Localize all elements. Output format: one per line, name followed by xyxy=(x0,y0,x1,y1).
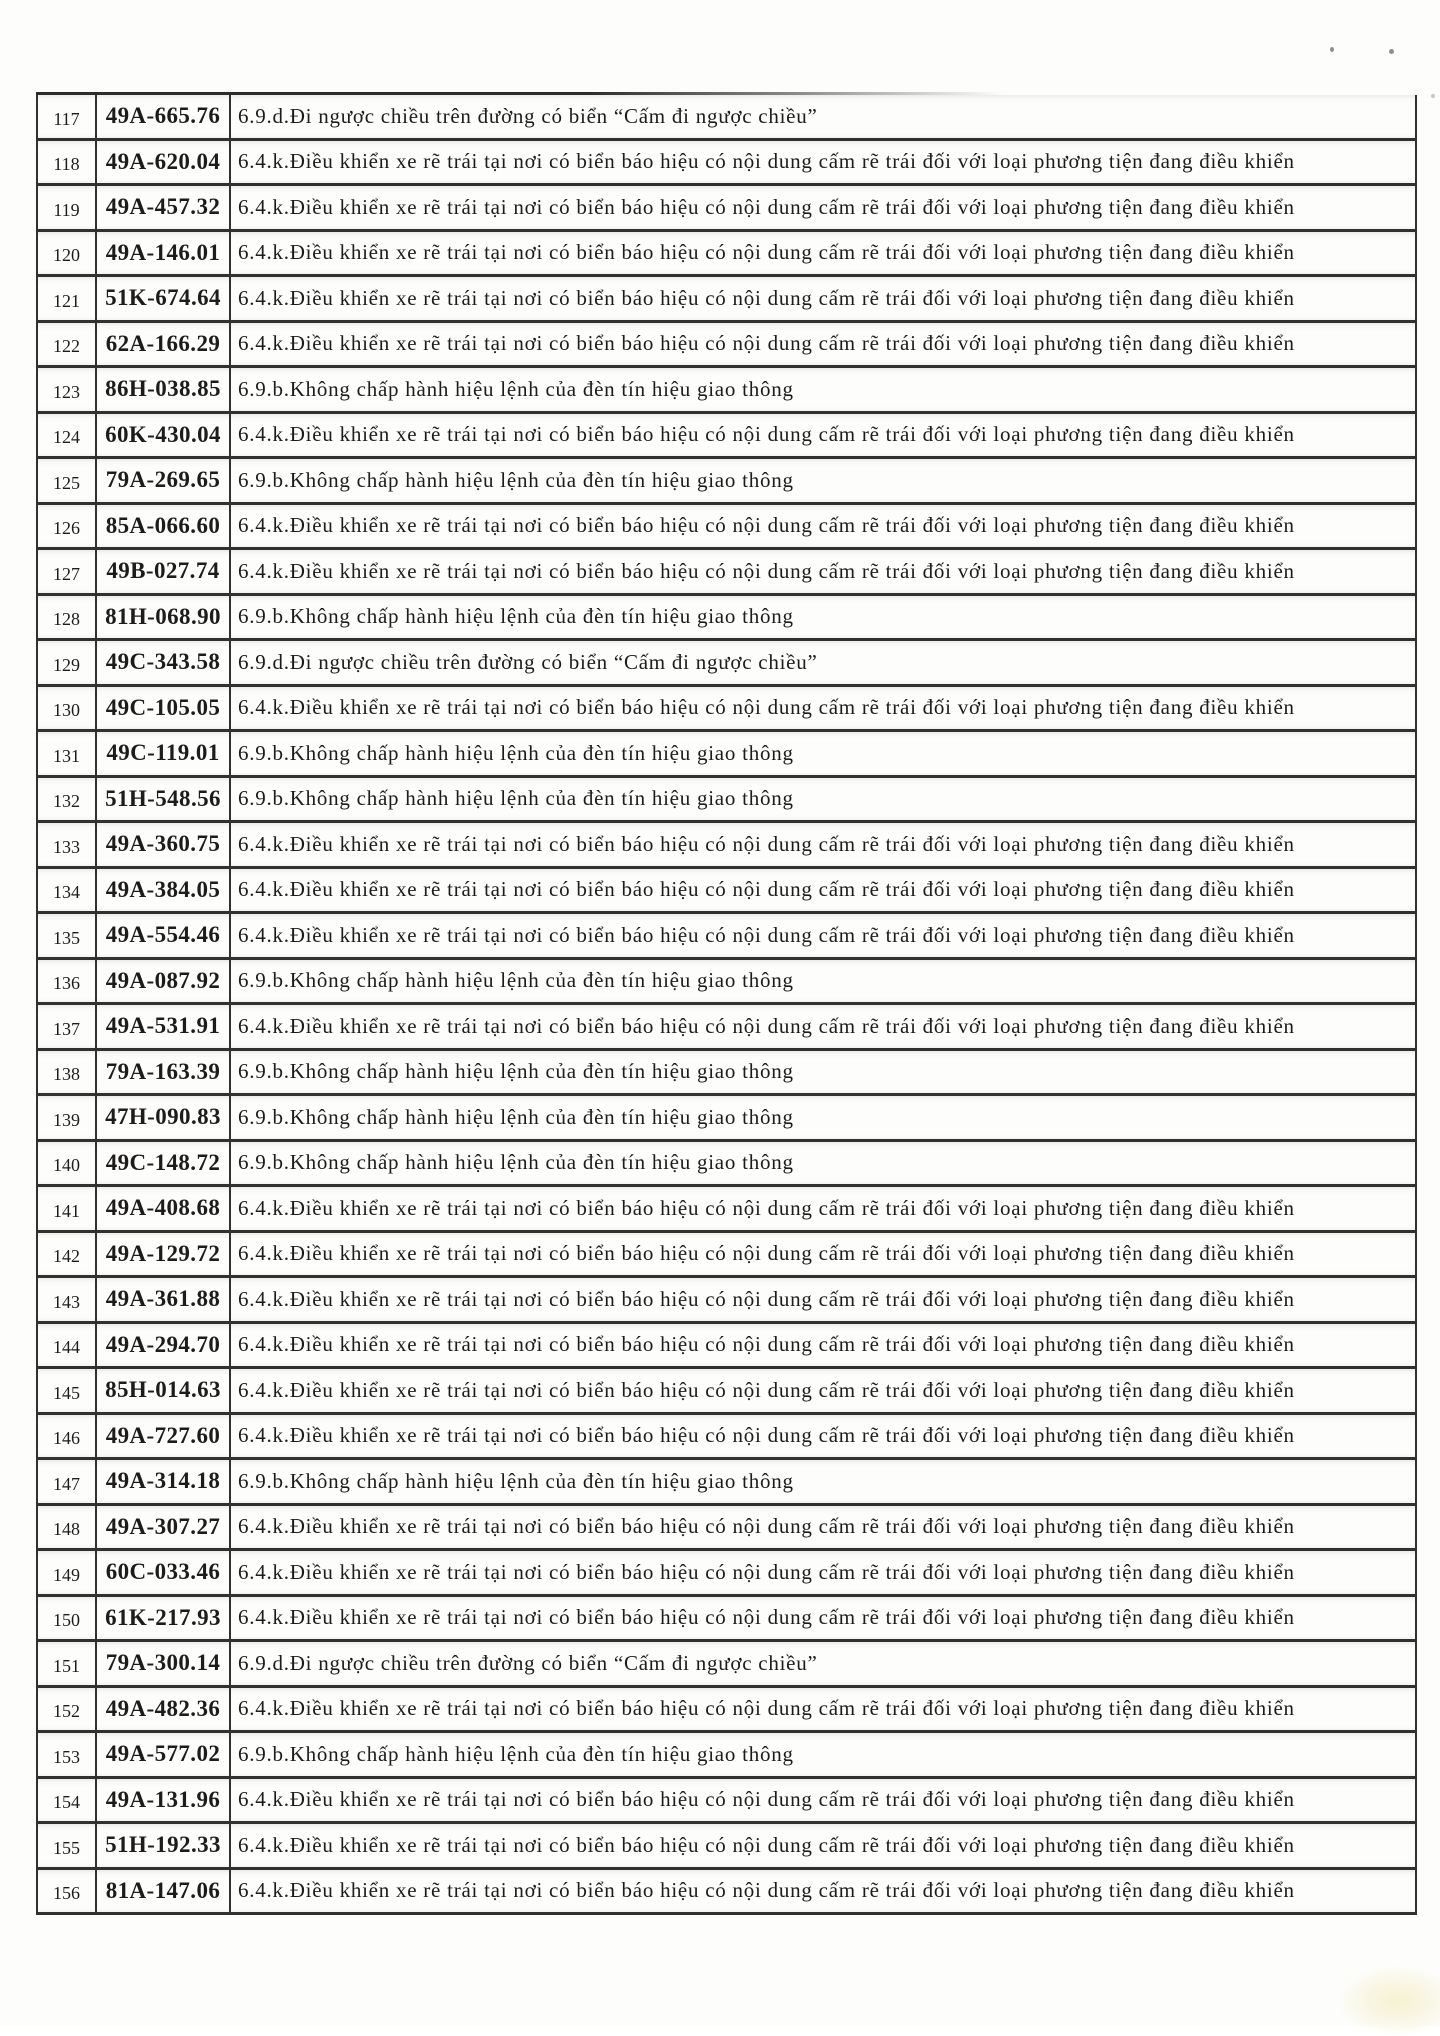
row-number: 154 xyxy=(36,1779,95,1825)
license-plate: 49A-384.05 xyxy=(95,869,229,915)
license-plate: 49A-361.88 xyxy=(95,1278,229,1324)
license-plate: 49A-408.68 xyxy=(95,1187,229,1233)
row-number: 152 xyxy=(36,1688,95,1734)
table-row xyxy=(36,1642,1417,1688)
row-number: 147 xyxy=(36,1460,95,1506)
violation-text: 6.4.k.Điều khiển xe rẽ trái tại nơi có biển báo hiệu có nội dung cấm rẽ trái đối với loại phương tiện đang điều khiển xyxy=(229,1824,1417,1870)
license-plate: 49A-620.04 xyxy=(95,141,229,187)
violation-table xyxy=(36,95,1417,1915)
table-row xyxy=(36,596,1417,642)
license-plate: 62A-166.29 xyxy=(95,323,229,369)
row-number: 130 xyxy=(36,687,95,733)
license-plate: 85A-066.60 xyxy=(95,505,229,551)
violation-text: 6.4.k.Điều khiển xe rẽ trái tại nơi có biển báo hiệu có nội dung cấm rẽ trái đối với loại phương tiện đang điều khiển xyxy=(229,1688,1417,1734)
table-row xyxy=(36,960,1417,1006)
license-plate: 49C-105.05 xyxy=(95,687,229,733)
license-plate: 61K-217.93 xyxy=(95,1597,229,1643)
violation-text: 6.9.b.Không chấp hành hiệu lệnh của đèn tín hiệu giao thông xyxy=(229,1096,1417,1142)
row-number: 138 xyxy=(36,1051,95,1097)
row-number: 132 xyxy=(36,778,95,824)
license-plate: 49A-087.92 xyxy=(95,960,229,1006)
violation-text: 6.4.k.Điều khiển xe rẽ trái tại nơi có biển báo hiệu có nội dung cấm rẽ trái đối với loại phương tiện đang điều khiển xyxy=(229,1324,1417,1370)
row-number: 148 xyxy=(36,1506,95,1552)
violation-text: 6.9.d.Đi ngược chiều trên đường có biển “Cấm đi ngược chiều” xyxy=(229,95,1417,141)
row-number: 125 xyxy=(36,459,95,505)
table-row xyxy=(36,95,1417,141)
row-number: 126 xyxy=(36,505,95,551)
table-row xyxy=(36,732,1417,778)
table-row xyxy=(36,1597,1417,1643)
table-row xyxy=(36,1096,1417,1142)
license-plate: 81H-068.90 xyxy=(95,596,229,642)
violation-text: 6.4.k.Điều khiển xe rẽ trái tại nơi có biển báo hiệu có nội dung cấm rẽ trái đối với loại phương tiện đang điều khiển xyxy=(229,1187,1417,1233)
row-number: 149 xyxy=(36,1551,95,1597)
table-row xyxy=(36,914,1417,960)
violation-text: 6.9.b.Không chấp hành hiệu lệnh của đèn tín hiệu giao thông xyxy=(229,960,1417,1006)
violation-text: 6.4.k.Điều khiển xe rẽ trái tại nơi có biển báo hiệu có nội dung cấm rẽ trái đối với loại phương tiện đang điều khiển xyxy=(229,1369,1417,1415)
violation-text: 6.9.b.Không chấp hành hiệu lệnh của đèn tín hiệu giao thông xyxy=(229,1733,1417,1779)
violation-text: 6.9.b.Không chấp hành hiệu lệnh của đèn tín hiệu giao thông xyxy=(229,1460,1417,1506)
violation-text: 6.9.d.Đi ngược chiều trên đường có biển “Cấm đi ngược chiều” xyxy=(229,641,1417,687)
row-number: 153 xyxy=(36,1733,95,1779)
row-number: 135 xyxy=(36,914,95,960)
table-row xyxy=(36,1733,1417,1779)
license-plate: 60K-430.04 xyxy=(95,414,229,460)
table-row xyxy=(36,1187,1417,1233)
row-number: 133 xyxy=(36,823,95,869)
license-plate: 49A-146.01 xyxy=(95,232,229,278)
table-row xyxy=(36,1324,1417,1370)
row-number: 131 xyxy=(36,732,95,778)
row-number: 144 xyxy=(36,1324,95,1370)
row-number: 155 xyxy=(36,1824,95,1870)
table-row xyxy=(36,1506,1417,1552)
table-row xyxy=(36,1551,1417,1597)
violation-text: 6.4.k.Điều khiển xe rẽ trái tại nơi có biển báo hiệu có nội dung cấm rẽ trái đối với loại phương tiện đang điều khiển xyxy=(229,1415,1417,1461)
violation-text: 6.4.k.Điều khiển xe rẽ trái tại nơi có biển báo hiệu có nội dung cấm rẽ trái đối với loại phương tiện đang điều khiển xyxy=(229,1233,1417,1279)
table-row xyxy=(36,778,1417,824)
table-row xyxy=(36,141,1417,187)
violation-text: 6.9.b.Không chấp hành hiệu lệnh của đèn tín hiệu giao thông xyxy=(229,1142,1417,1188)
row-number: 118 xyxy=(36,141,95,187)
table-row xyxy=(36,687,1417,733)
violation-text: 6.4.k.Điều khiển xe rẽ trái tại nơi có biển báo hiệu có nội dung cấm rẽ trái đối với loại phương tiện đang điều khiển xyxy=(229,141,1417,187)
license-plate: 49A-665.76 xyxy=(95,95,229,141)
violation-text: 6.4.k.Điều khiển xe rẽ trái tại nơi có biển báo hiệu có nội dung cấm rẽ trái đối với loại phương tiện đang điều khiển xyxy=(229,186,1417,232)
license-plate: 81A-147.06 xyxy=(95,1870,229,1916)
table-row xyxy=(36,323,1417,369)
table-row xyxy=(36,1688,1417,1734)
license-plate: 49B-027.74 xyxy=(95,550,229,596)
license-plate: 49A-531.91 xyxy=(95,1005,229,1051)
table-row xyxy=(36,641,1417,687)
license-plate: 49A-727.60 xyxy=(95,1415,229,1461)
table-row xyxy=(36,1779,1417,1825)
scan-speck xyxy=(1330,47,1334,52)
row-number: 150 xyxy=(36,1597,95,1643)
license-plate: 51K-674.64 xyxy=(95,277,229,323)
license-plate: 86H-038.85 xyxy=(95,368,229,414)
row-number: 142 xyxy=(36,1233,95,1279)
row-number: 143 xyxy=(36,1278,95,1324)
violation-text: 6.4.k.Điều khiển xe rẽ trái tại nơi có biển báo hiệu có nội dung cấm rẽ trái đối với loại phương tiện đang điều khiển xyxy=(229,277,1417,323)
violation-text: 6.4.k.Điều khiển xe rẽ trái tại nơi có biển báo hiệu có nội dung cấm rẽ trái đối với loại phương tiện đang điều khiển xyxy=(229,323,1417,369)
license-plate: 60C-033.46 xyxy=(95,1551,229,1597)
row-number: 137 xyxy=(36,1005,95,1051)
table-row xyxy=(36,1233,1417,1279)
row-number: 151 xyxy=(36,1642,95,1688)
row-number: 134 xyxy=(36,869,95,915)
violation-text: 6.4.k.Điều khiển xe rẽ trái tại nơi có biển báo hiệu có nội dung cấm rẽ trái đối với loại phương tiện đang điều khiển xyxy=(229,505,1417,551)
violation-text: 6.9.d.Đi ngược chiều trên đường có biển “Cấm đi ngược chiều” xyxy=(229,1642,1417,1688)
row-number: 127 xyxy=(36,550,95,596)
row-number: 136 xyxy=(36,960,95,1006)
row-number: 139 xyxy=(36,1096,95,1142)
table-row xyxy=(36,1369,1417,1415)
table-row xyxy=(36,1051,1417,1097)
table-row xyxy=(36,1460,1417,1506)
violation-text: 6.4.k.Điều khiển xe rẽ trái tại nơi có biển báo hiệu có nội dung cấm rẽ trái đối với loại phương tiện đang điều khiển xyxy=(229,1779,1417,1825)
violation-text: 6.4.k.Điều khiển xe rẽ trái tại nơi có biển báo hiệu có nội dung cấm rẽ trái đối với loại phương tiện đang điều khiển xyxy=(229,1551,1417,1597)
row-number: 117 xyxy=(36,95,95,141)
violation-text: 6.4.k.Điều khiển xe rẽ trái tại nơi có biển báo hiệu có nội dung cấm rẽ trái đối với loại phương tiện đang điều khiển xyxy=(229,414,1417,460)
violation-text: 6.9.b.Không chấp hành hiệu lệnh của đèn tín hiệu giao thông xyxy=(229,732,1417,778)
violation-text: 6.9.b.Không chấp hành hiệu lệnh của đèn tín hiệu giao thông xyxy=(229,368,1417,414)
row-number: 128 xyxy=(36,596,95,642)
table-row xyxy=(36,823,1417,869)
violation-text: 6.9.b.Không chấp hành hiệu lệnh của đèn tín hiệu giao thông xyxy=(229,778,1417,824)
row-number: 145 xyxy=(36,1369,95,1415)
violation-text: 6.4.k.Điều khiển xe rẽ trái tại nơi có biển báo hiệu có nội dung cấm rẽ trái đối với loại phương tiện đang điều khiển xyxy=(229,1870,1417,1916)
violation-text: 6.4.k.Điều khiển xe rẽ trái tại nơi có biển báo hiệu có nội dung cấm rẽ trái đối với loại phương tiện đang điều khiển xyxy=(229,1506,1417,1552)
license-plate: 47H-090.83 xyxy=(95,1096,229,1142)
license-plate: 49A-294.70 xyxy=(95,1324,229,1370)
table-row xyxy=(36,505,1417,551)
table-row xyxy=(36,550,1417,596)
license-plate: 51H-548.56 xyxy=(95,778,229,824)
license-plate: 49C-119.01 xyxy=(95,732,229,778)
row-number: 119 xyxy=(36,186,95,232)
violation-text: 6.4.k.Điều khiển xe rẽ trái tại nơi có biển báo hiệu có nội dung cấm rẽ trái đối với loại phương tiện đang điều khiển xyxy=(229,914,1417,960)
table-row xyxy=(36,459,1417,505)
license-plate: 49A-457.32 xyxy=(95,186,229,232)
row-number: 121 xyxy=(36,277,95,323)
license-plate: 79A-163.39 xyxy=(95,1051,229,1097)
row-number: 156 xyxy=(36,1870,95,1916)
row-number: 122 xyxy=(36,323,95,369)
table-row xyxy=(36,1824,1417,1870)
table-row xyxy=(36,869,1417,915)
violation-text: 6.9.b.Không chấp hành hiệu lệnh của đèn tín hiệu giao thông xyxy=(229,459,1417,505)
row-number: 129 xyxy=(36,641,95,687)
license-plate: 49A-577.02 xyxy=(95,1733,229,1779)
row-number: 123 xyxy=(36,368,95,414)
violation-text: 6.4.k.Điều khiển xe rẽ trái tại nơi có biển báo hiệu có nội dung cấm rẽ trái đối với loại phương tiện đang điều khiển xyxy=(229,1005,1417,1051)
table-row xyxy=(36,232,1417,278)
license-plate: 49A-554.46 xyxy=(95,914,229,960)
violation-text: 6.4.k.Điều khiển xe rẽ trái tại nơi có biển báo hiệu có nội dung cấm rẽ trái đối với loại phương tiện đang điều khiển xyxy=(229,823,1417,869)
license-plate: 49A-360.75 xyxy=(95,823,229,869)
violation-text: 6.9.b.Không chấp hành hiệu lệnh của đèn tín hiệu giao thông xyxy=(229,1051,1417,1097)
row-number: 120 xyxy=(36,232,95,278)
table-row xyxy=(36,1142,1417,1188)
violation-text: 6.4.k.Điều khiển xe rẽ trái tại nơi có biển báo hiệu có nội dung cấm rẽ trái đối với loại phương tiện đang điều khiển xyxy=(229,1597,1417,1643)
row-number: 140 xyxy=(36,1142,95,1188)
table-row xyxy=(36,1278,1417,1324)
violation-text: 6.4.k.Điều khiển xe rẽ trái tại nơi có biển báo hiệu có nội dung cấm rẽ trái đối với loại phương tiện đang điều khiển xyxy=(229,232,1417,278)
license-plate: 49C-148.72 xyxy=(95,1142,229,1188)
violation-text: 6.4.k.Điều khiển xe rẽ trái tại nơi có biển báo hiệu có nội dung cấm rẽ trái đối với loại phương tiện đang điều khiển xyxy=(229,550,1417,596)
license-plate: 49A-482.36 xyxy=(95,1688,229,1734)
table-row xyxy=(36,1005,1417,1051)
table-row xyxy=(36,414,1417,460)
violation-text: 6.4.k.Điều khiển xe rẽ trái tại nơi có biển báo hiệu có nội dung cấm rẽ trái đối với loại phương tiện đang điều khiển xyxy=(229,869,1417,915)
license-plate: 79A-300.14 xyxy=(95,1642,229,1688)
row-number: 146 xyxy=(36,1415,95,1461)
license-plate: 79A-269.65 xyxy=(95,459,229,505)
license-plate: 51H-192.33 xyxy=(95,1824,229,1870)
license-plate: 49A-307.27 xyxy=(95,1506,229,1552)
license-plate: 49A-129.72 xyxy=(95,1233,229,1279)
table-row xyxy=(36,186,1417,232)
violation-text: 6.4.k.Điều khiển xe rẽ trái tại nơi có biển báo hiệu có nội dung cấm rẽ trái đối với loại phương tiện đang điều khiển xyxy=(229,687,1417,733)
license-plate: 85H-014.63 xyxy=(95,1369,229,1415)
violation-text: 6.4.k.Điều khiển xe rẽ trái tại nơi có biển báo hiệu có nội dung cấm rẽ trái đối với loại phương tiện đang điều khiển xyxy=(229,1278,1417,1324)
row-number: 141 xyxy=(36,1187,95,1233)
table-row xyxy=(36,1415,1417,1461)
scan-speck xyxy=(1431,94,1435,98)
license-plate: 49A-131.96 xyxy=(95,1779,229,1825)
violation-text: 6.9.b.Không chấp hành hiệu lệnh của đèn tín hiệu giao thông xyxy=(229,596,1417,642)
row-number: 124 xyxy=(36,414,95,460)
table-row xyxy=(36,277,1417,323)
license-plate: 49A-314.18 xyxy=(95,1460,229,1506)
table-row xyxy=(36,368,1417,414)
scan-speck xyxy=(1389,49,1394,54)
table-row xyxy=(36,1870,1417,1916)
license-plate: 49C-343.58 xyxy=(95,641,229,687)
